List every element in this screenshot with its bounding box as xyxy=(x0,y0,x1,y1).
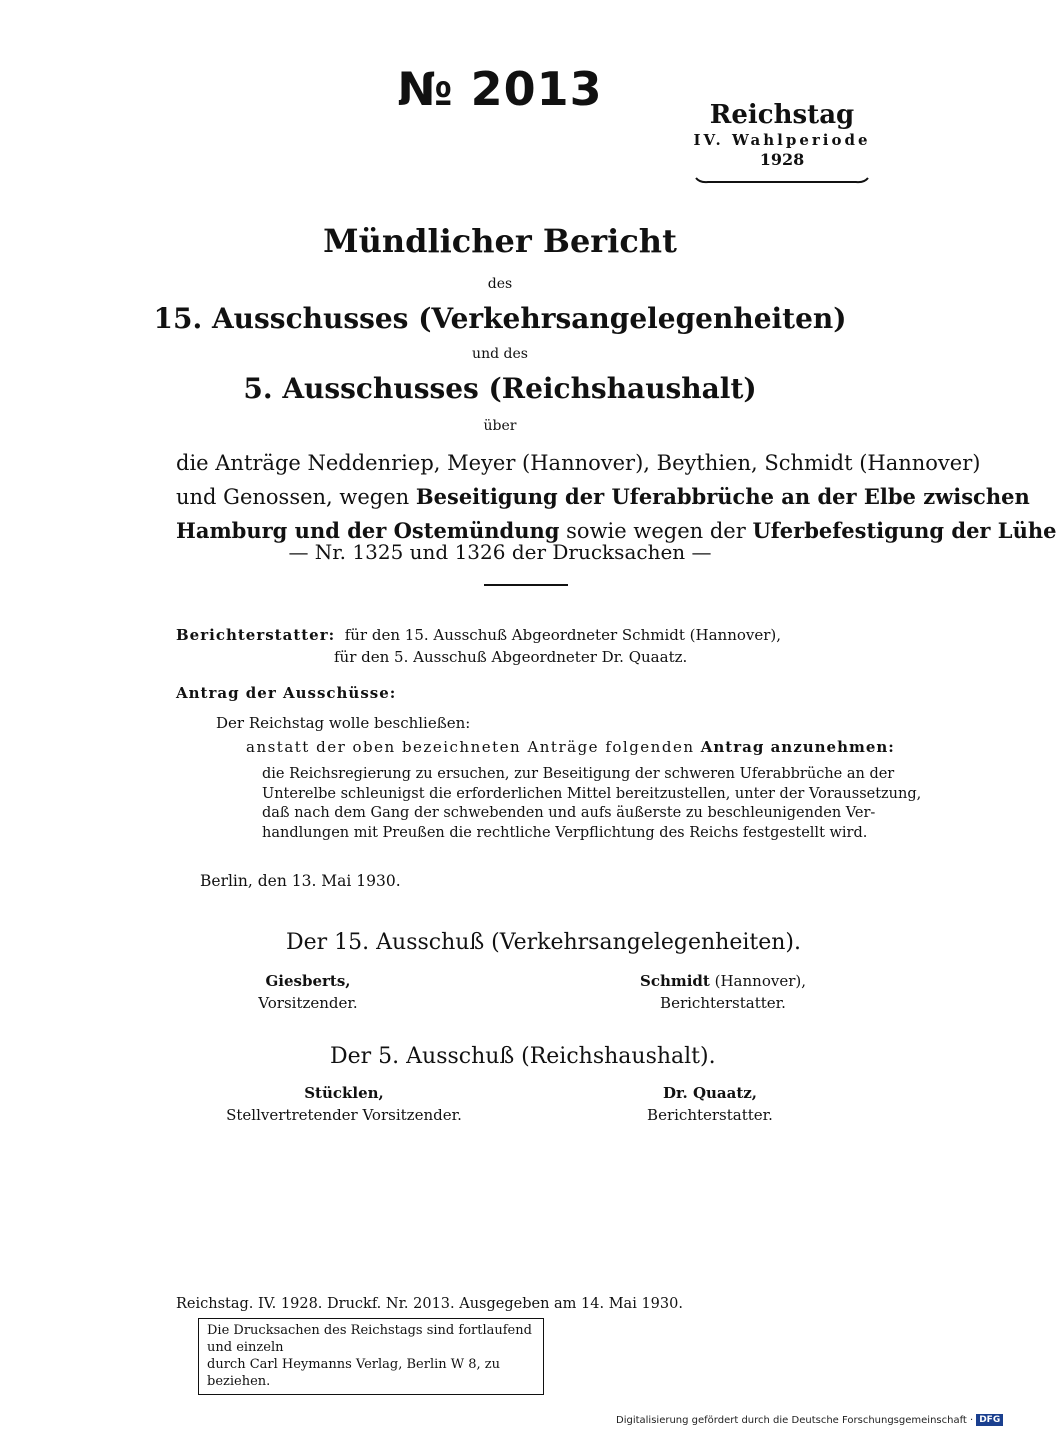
signature-role: Berichterstatter. xyxy=(647,1106,773,1124)
distribution-note-box xyxy=(198,1318,544,1395)
committee2-reporter-signature xyxy=(620,1082,800,1126)
committee1-title: 15. Ausschusses (Verkehrsangelegenheiten) xyxy=(153,302,847,335)
section-divider xyxy=(484,584,568,586)
signature-role: Vorsitzender. xyxy=(258,994,358,1012)
committee1-signature-title: Der 15. Ausschuß (Verkehrsangelegenheiten). xyxy=(286,930,801,955)
motion-instead-text: anstatt der oben bezeichneten Anträge folgenden xyxy=(246,738,695,756)
brace-underline-icon xyxy=(696,177,868,185)
committee2-signature-title: Der 5. Ausschuß (Reichshaushalt). xyxy=(330,1044,716,1069)
motion-body-line: handlungen mit Preußen die rechtliche Verpflichtung des Reichs festgestellt wird. xyxy=(262,824,868,841)
subject-line-3-plain: sowie wegen der xyxy=(566,519,746,543)
period-label: IV. Wahlperiode xyxy=(693,131,871,149)
motion-intro: Der Reichstag wolle beschließen: xyxy=(216,714,471,732)
date-line: Berlin, den 13. Mai 1930. xyxy=(200,872,401,890)
report-title: Mündlicher Bericht xyxy=(323,222,677,260)
reporter-row-1: für den 15. Ausschuß Abgeordneter Schmidt (Hannover), xyxy=(344,626,782,644)
reporter-row-2: für den 5. Ausschuß Abgeordneter Dr. Quaatz. xyxy=(334,648,688,666)
subject-line-3-bold-a: Hamburg und der Ostemündung xyxy=(176,518,560,543)
document-references: — Nr. 1325 und 1326 der Drucksachen — xyxy=(288,540,712,564)
signature-role: Stellvertretender Vorsitzender. xyxy=(226,1106,462,1124)
motion-heading: Antrag der Ausschüsse: xyxy=(176,684,397,702)
digitization-credit xyxy=(616,1414,1003,1426)
footer-print-info: Reichstag. IV. 1928. Druckf. Nr. 2013. Ausgegeben am 14. Mai 1930. xyxy=(176,1296,683,1312)
title-connector-ueber: über xyxy=(483,418,517,434)
title-connector-des: des xyxy=(487,276,513,292)
digitization-credit-text: Digitalisierung gefördert durch die Deutsche Forschungsgemeinschaft · xyxy=(616,1415,974,1426)
reporters-block xyxy=(176,624,781,668)
document-number: № 2013 xyxy=(397,62,603,116)
signature-name: Dr. Quaatz, xyxy=(662,1084,758,1102)
reporters-label: Berichterstatter: xyxy=(176,626,336,644)
subject-paragraph xyxy=(176,446,1030,514)
distribution-note-line-1: Die Drucksachen des Reichstags sind fortlaufend und einzeln xyxy=(207,1323,532,1355)
motion-body xyxy=(262,765,922,843)
dfg-logo-icon: DFG xyxy=(976,1414,1003,1426)
motion-body-line: daß nach dem Gang der schwebenden und aufs äußerste zu beschleunigenden Ver- xyxy=(262,805,876,821)
committee2-title: 5. Ausschusses (Reichshaushalt) xyxy=(243,372,757,405)
reichstag-header-box xyxy=(690,100,874,170)
signature-name: Schmidt xyxy=(639,972,710,990)
motion-body-line: die Reichsregierung zu ersuchen, zur Beseitigung der schweren Uferabbrüche an der xyxy=(262,766,895,782)
subject-line-1: die Anträge Neddenriep, Meyer (Hannover), Beythien, Schmidt (Hannover) xyxy=(176,451,981,475)
signature-role: Berichterstatter. xyxy=(660,994,786,1012)
signature-name: Giesberts, xyxy=(265,972,351,990)
committee2-chair-signature xyxy=(220,1082,468,1126)
motion-instead-bold: Antrag anzunehmen: xyxy=(700,738,895,756)
motion-body-line: Unterelbe schleunigst die erforderlichen Mittel bereitzustellen, unter der Voraussetzung, xyxy=(262,785,922,802)
signature-name: Stücklen, xyxy=(304,1084,384,1102)
subject-line-2 xyxy=(176,480,1030,514)
committee1-reporter-signature xyxy=(628,970,818,1014)
signature-name-suffix: (Hannover), xyxy=(714,972,806,990)
subject-line-2-bold: Beseitigung der Uferabbrüche an der Elbe zwischen xyxy=(415,484,1030,509)
subject-line-2-plain: und Genossen, wegen xyxy=(176,485,410,509)
year-label: 1928 xyxy=(759,150,805,169)
reichstag-label: Reichstag xyxy=(709,100,855,130)
subject-line-3-bold-b: Uferbefestigung der Lühe xyxy=(752,518,1056,543)
title-connector-und-des: und des xyxy=(472,346,528,362)
distribution-note-line-2: durch Carl Heymanns Verlag, Berlin W 8, zu beziehen. xyxy=(207,1357,501,1389)
committee1-chair-signature xyxy=(238,970,378,1014)
motion-instead xyxy=(246,738,895,756)
